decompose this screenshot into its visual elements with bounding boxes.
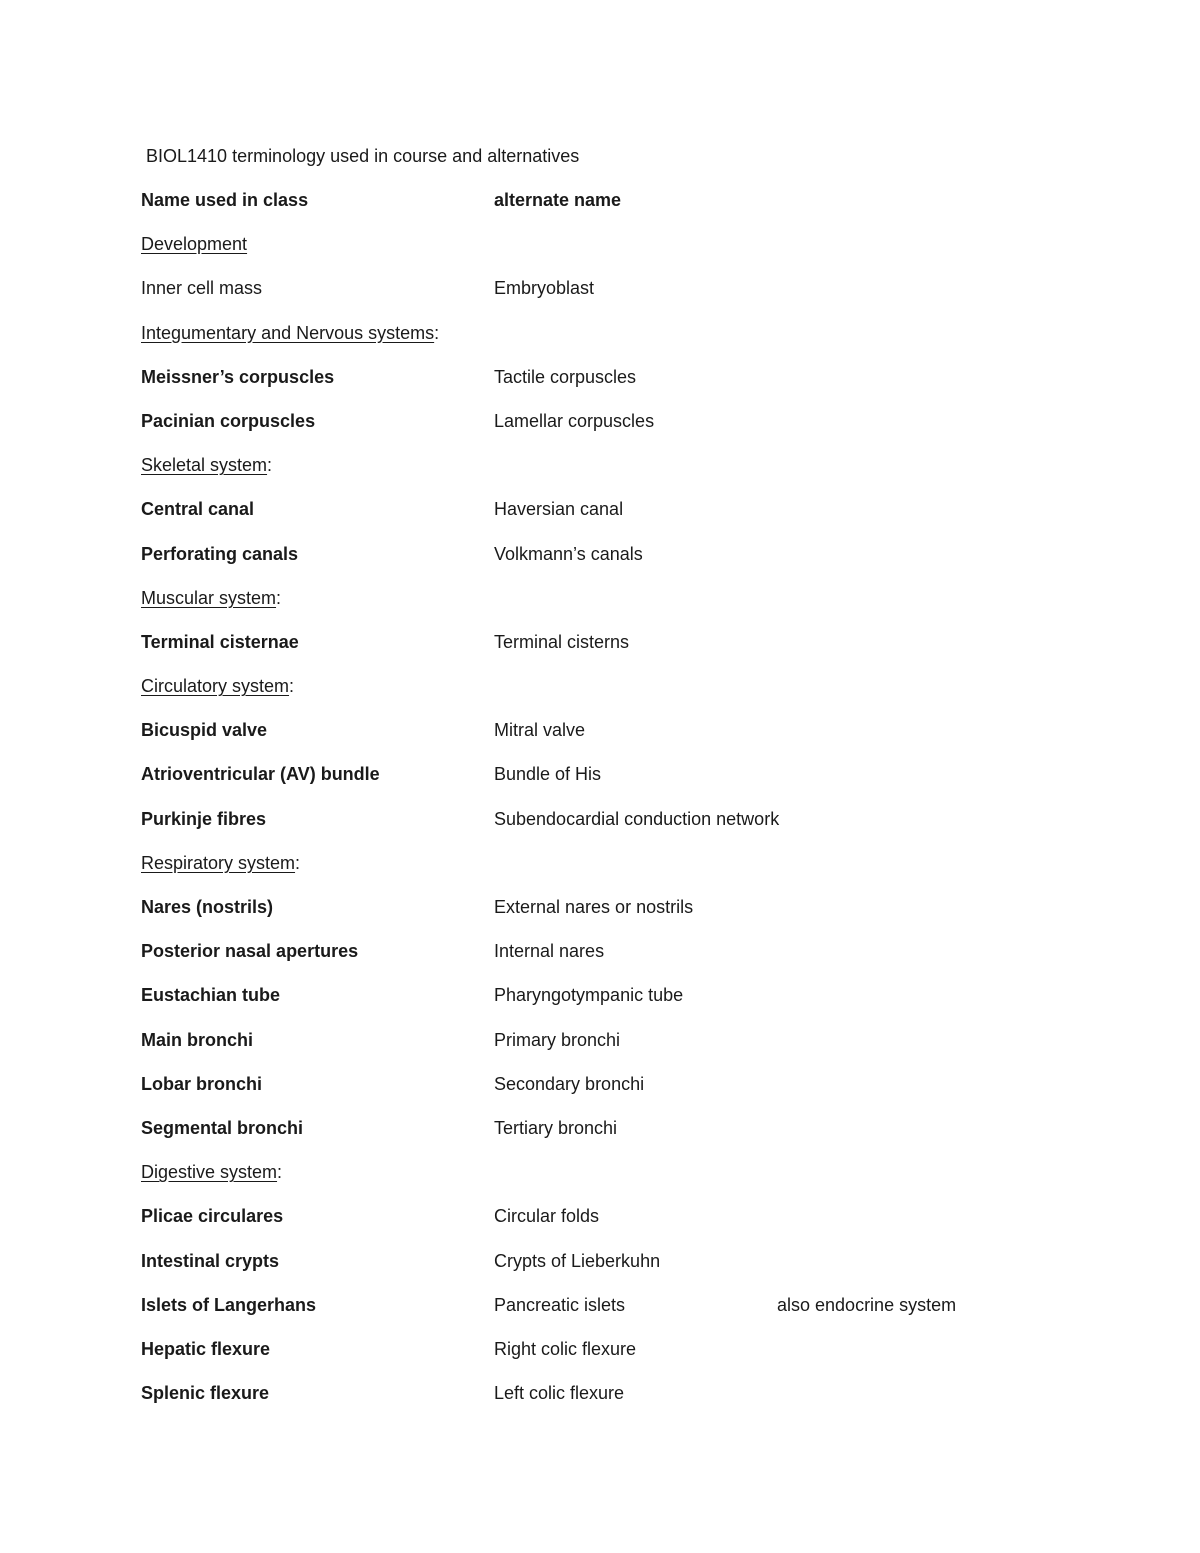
term-row xyxy=(141,1249,1141,1293)
term-row xyxy=(141,807,1141,851)
term-class-name: Nares (nostrils) xyxy=(141,897,274,917)
term-row xyxy=(141,542,1141,586)
term-class-name: Islets of Langerhans xyxy=(141,1294,317,1315)
term-class-name: Segmental bronchi xyxy=(141,1117,304,1138)
term-class-name: Bicuspid valve xyxy=(141,720,268,741)
term-alternate-name: Circular folds xyxy=(494,1206,600,1227)
term-row xyxy=(141,983,1141,1027)
section-heading-row xyxy=(141,851,1141,895)
term-alternate-name: Tactile corpuscles xyxy=(494,366,637,387)
term-alternate-name: Secondary bronchi xyxy=(494,1073,645,1094)
term-alternate-name: Primary bronchi xyxy=(494,1029,621,1050)
section-heading-text: Circulatory system xyxy=(141,676,290,697)
term-class-name: Plicae circulares xyxy=(141,1206,284,1227)
term-row xyxy=(141,1072,1141,1116)
terminology-table xyxy=(141,188,1141,1425)
term-alternate-name: Left colic flexure xyxy=(494,1383,625,1404)
term-row xyxy=(141,276,1141,320)
section-heading xyxy=(141,586,281,610)
section-heading-colon: : xyxy=(267,455,273,476)
term-row xyxy=(141,895,1141,939)
term-alternate-name: Haversian canal xyxy=(494,499,624,520)
term-row xyxy=(141,1381,1141,1425)
section-heading-colon: : xyxy=(289,676,295,697)
term-row xyxy=(141,1028,1141,1072)
term-row xyxy=(141,630,1141,674)
term-class-name: Posterior nasal apertures xyxy=(141,941,359,962)
term-class-name: Terminal cisternae xyxy=(141,631,299,652)
section-heading-colon: : xyxy=(277,1162,283,1183)
table-body xyxy=(141,232,1141,1425)
term-alternate-name: Pancreatic islets xyxy=(494,1294,626,1315)
term-class-name: Meissner’s corpuscles xyxy=(141,366,335,387)
section-heading-row xyxy=(141,321,1141,365)
term-class-name: Main bronchi xyxy=(141,1029,253,1050)
section-heading xyxy=(141,321,439,345)
section-heading-row xyxy=(141,1160,1141,1204)
section-heading-text: Skeletal system xyxy=(141,455,268,476)
term-row xyxy=(141,718,1141,762)
term-class-name: Atrioventricular (AV) bundle xyxy=(141,764,380,785)
document-title: BIOL1410 terminology used in course and alternatives xyxy=(146,146,580,166)
section-heading-text: Digestive system xyxy=(141,1162,278,1183)
section-heading-text: Respiratory system xyxy=(141,852,296,873)
term-alternate-name: Tertiary bronchi xyxy=(494,1117,618,1138)
header-alternate-name: alternate name xyxy=(494,190,622,210)
term-alternate-name: Bundle of His xyxy=(494,764,602,785)
term-alternate-name: Right colic flexure xyxy=(494,1338,637,1359)
section-heading-row xyxy=(141,453,1141,497)
term-alternate-name: Internal nares xyxy=(494,941,605,962)
section-heading-colon: : xyxy=(434,322,440,343)
term-class-name: Inner cell mass xyxy=(141,278,263,299)
term-row xyxy=(141,939,1141,983)
term-class-name: Perforating canals xyxy=(141,543,299,564)
term-class-name: Eustachian tube xyxy=(141,985,281,1006)
section-heading-row xyxy=(141,674,1141,718)
term-class-name: Splenic flexure xyxy=(141,1383,270,1404)
term-alternate-name: Embryoblast xyxy=(494,278,595,299)
term-class-name: Pacinian corpuscles xyxy=(141,410,316,431)
term-alternate-name: Lamellar corpuscles xyxy=(494,410,655,431)
section-heading xyxy=(141,674,294,698)
section-heading xyxy=(141,851,300,875)
term-class-name: Hepatic flexure xyxy=(141,1338,271,1359)
term-row xyxy=(141,409,1141,453)
section-heading-colon: : xyxy=(295,852,301,873)
section-heading-row xyxy=(141,232,1141,276)
section-heading xyxy=(141,232,247,256)
section-heading-text: Muscular system xyxy=(141,587,277,608)
term-class-name: Intestinal crypts xyxy=(141,1250,280,1271)
term-row xyxy=(141,1116,1141,1160)
term-row xyxy=(141,497,1141,541)
term-alternate-name: Subendocardial conduction network xyxy=(494,808,780,829)
term-row xyxy=(141,762,1141,806)
table-header-row xyxy=(141,188,1141,232)
section-heading xyxy=(141,453,272,477)
term-alternate-name: Volkmann’s canals xyxy=(494,543,643,564)
term-row xyxy=(141,1204,1141,1248)
section-heading-text: Integumentary and Nervous systems xyxy=(141,322,435,343)
header-name-used-in-class: Name used in class xyxy=(141,190,309,210)
term-alternate-name: Pharyngotympanic tube xyxy=(494,985,684,1006)
term-alternate-name: Mitral valve xyxy=(494,720,586,741)
term-class-name: Lobar bronchi xyxy=(141,1073,262,1094)
term-note: also endocrine system xyxy=(777,1294,957,1315)
term-alternate-name: Crypts of Lieberkuhn xyxy=(494,1250,661,1271)
section-heading-colon: : xyxy=(276,587,282,608)
term-alternate-name: Terminal cisterns xyxy=(494,631,630,652)
term-class-name: Central canal xyxy=(141,499,255,520)
section-heading-row xyxy=(141,586,1141,630)
section-heading xyxy=(141,1160,282,1184)
term-row xyxy=(141,1337,1141,1381)
section-heading-text: Development xyxy=(141,234,248,255)
term-class-name: Purkinje fibres xyxy=(141,808,267,829)
term-row xyxy=(141,365,1141,409)
term-alternate-name: External nares or nostrils xyxy=(494,897,694,917)
term-row xyxy=(141,1293,1141,1337)
